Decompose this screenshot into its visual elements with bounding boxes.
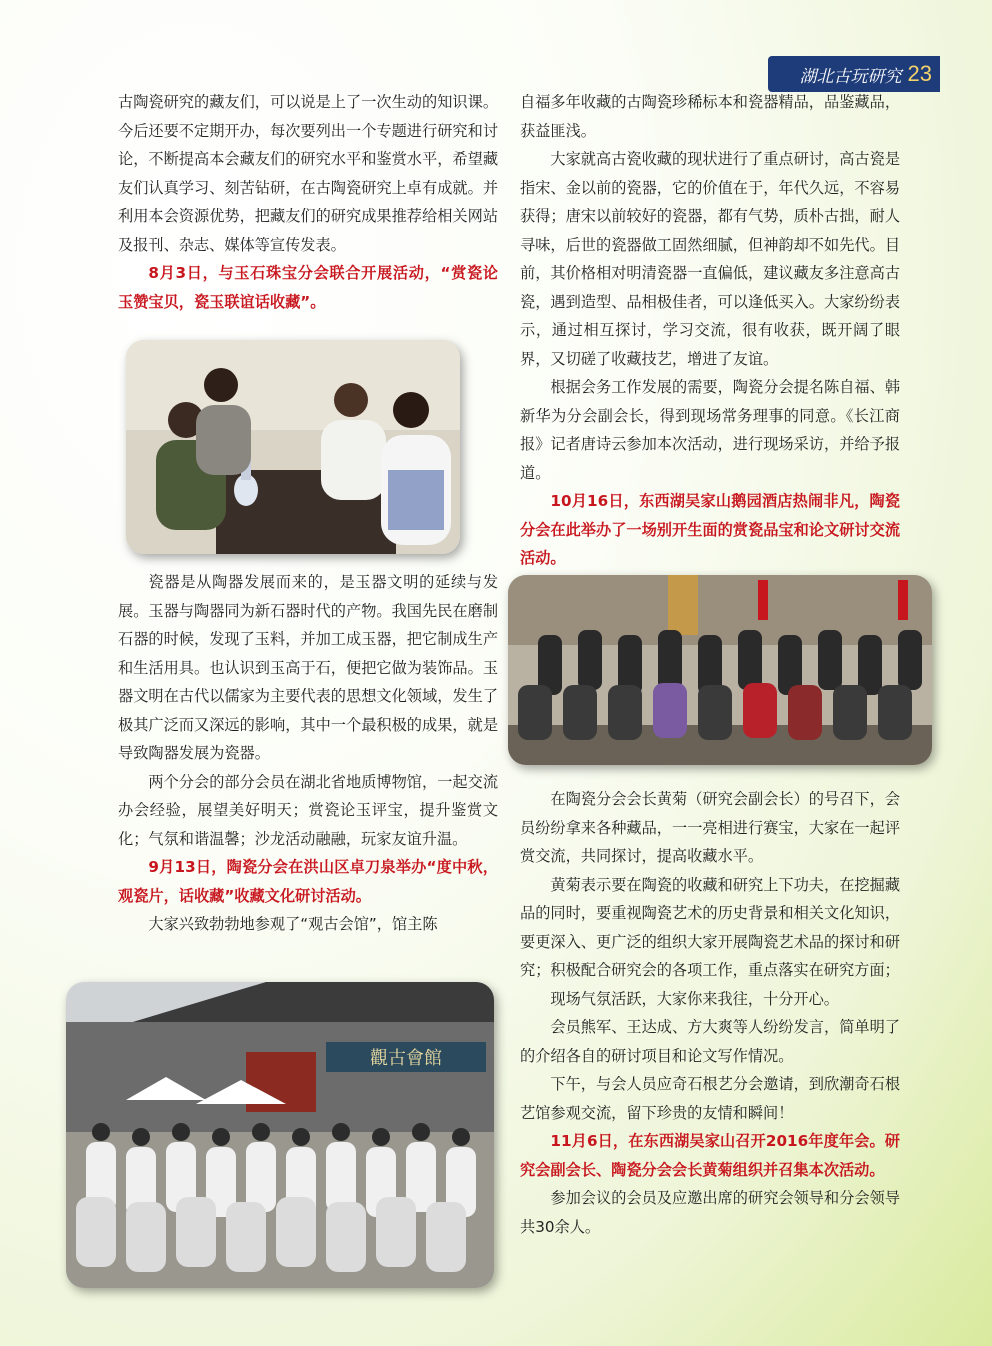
paragraph: 在陶瓷分会会长黄菊（研究会副会长）的号召下，会员纷纷拿来各种藏品，一一亮相进行赛宝，大家在一起评赏交流，共同探讨，提高收藏水平。 <box>520 790 900 865</box>
paragraph: 古陶瓷研究的藏友们，可以说是上了一次生动的知识课。今后还要不定期开办，每次要列出一个专题进行研究和讨论，不断提高本会藏友们的研究水平和鉴赏水平，希望藏友们认真学习、刻苦钻研，在古陶瓷研究上卓有成就。并利用本会资源优势，把藏友们的研究成果推荐给相关网站及报刊、杂志、媒体等宣传发表。 <box>118 93 498 254</box>
paragraph: 瓷器是从陶器发展而来的，是玉器文明的延续与发展。玉器与陶器同为新石器时代的产物。我国先民在磨制石器的时候，发现了玉料，并加工成玉器，把它制成生产和生活用具。也认识到玉高于石，便把它做为装饰品。玉器文明在古代以儒家为主要代表的思想文化领域，发生了极其广泛而又深远的影响，其中一个最积极的成果，就是导致陶器发展为瓷器。 <box>118 573 498 762</box>
paragraph: 参加会议的会员及应邀出席的研究会领导和分会领导共30余人。 <box>520 1189 900 1236</box>
right-column-bottom <box>520 785 900 1241</box>
photo-hotel-group <box>508 575 932 765</box>
hall-sign-text: 觀古會館 <box>370 1048 442 1069</box>
page-number: 23 <box>907 61 932 86</box>
left-column-middle <box>118 568 498 939</box>
paragraph: 大家就高古瓷收藏的现状进行了重点研讨，高古瓷是指宋、金以前的瓷器，它的价值在于，年代久远，不容易获得；唐宋以前较好的瓷器，都有气势，质朴古拙，耐人寻味，后世的瓷器做工固然细腻，但神韵却不如先代。目前，其价格相对明清瓷器一直偏低，建议藏友多注意高古瓷，遇到造型、品相极佳者，可以逢低买入。大家纷纷表示，通过相互探讨，学习交流，很有收获，既开阔了眼界，又切磋了收藏技艺，增进了友谊。 <box>520 150 900 368</box>
magazine-title: 湖北古玩研究 <box>799 66 902 87</box>
right-column-top <box>520 88 900 573</box>
paragraph: 大家兴致勃勃地参观了“观古会馆”，馆主陈 <box>148 915 438 933</box>
event-heading-nov6: 11月6日，在东西湖吴家山召开2016年度年会。研究会副会长、陶瓷分会会长黄菊组织并召集本次活动。 <box>520 1132 900 1179</box>
paragraph: 黄菊表示要在陶瓷的收藏和研究上下功夫，在挖掘藏品的同时，要重视陶瓷艺术的历史背景和相关文化知识，要更深入、更广泛的组织大家开展陶瓷艺术品的探讨和研究；积极配合研究会的各项工作，重点落实在研究方面； <box>520 875 900 979</box>
event-heading-aug3: 8月3日，与玉石珠宝分会联合开展活动，“赏瓷论玉赞宝贝，瓷玉联谊话收藏”。 <box>118 264 498 311</box>
photo-guangu-hall-group <box>66 982 494 1288</box>
paragraph: 两个分会的部分会员在湖北省地质博物馆，一起交流办会经验，展望美好明天；赏瓷论玉评宝，提升鉴赏文化；气氛和谐温馨；沙龙活动融融，玩家友谊升温。 <box>118 772 498 848</box>
magazine-header-badge <box>768 56 940 92</box>
event-heading-sep13: 9月13日，陶瓷分会在洪山区卓刀泉举办“度中秋，观瓷片，话收藏”收藏文化研讨活动。 <box>118 858 498 905</box>
photo-jade-ceramics-gathering <box>126 340 460 554</box>
paragraph: 会员熊军、王达成、方大爽等人纷纷发言，简单明了的介绍各自的研讨项目和论文写作情况。 <box>520 1018 900 1065</box>
paragraph: 下午，与会人员应奇石根艺分会邀请，到欣潮奇石根艺馆参观交流，留下珍贵的友情和瞬间！ <box>520 1075 900 1122</box>
paragraph: 现场气氛活跃，大家你来我往，十分开心。 <box>550 989 839 1008</box>
paragraph: 根据会务工作发展的需要，陶瓷分会提名陈自福、韩新华为分会副会长，得到现场常务理事的同意。《长江商报》记者唐诗云参加本次活动，进行现场采访，并给予报道。 <box>520 378 900 482</box>
left-column-top <box>118 88 498 316</box>
event-heading-oct16: 10月16日，东西湖吴家山鹅园酒店热闹非凡，陶瓷分会在此举办了一场别开生面的赏瓷品宝和论文研讨交流活动。 <box>520 492 900 567</box>
paragraph: 自福多年收藏的古陶瓷珍稀标本和瓷器精品，品鉴藏品，获益匪浅。 <box>520 93 900 140</box>
